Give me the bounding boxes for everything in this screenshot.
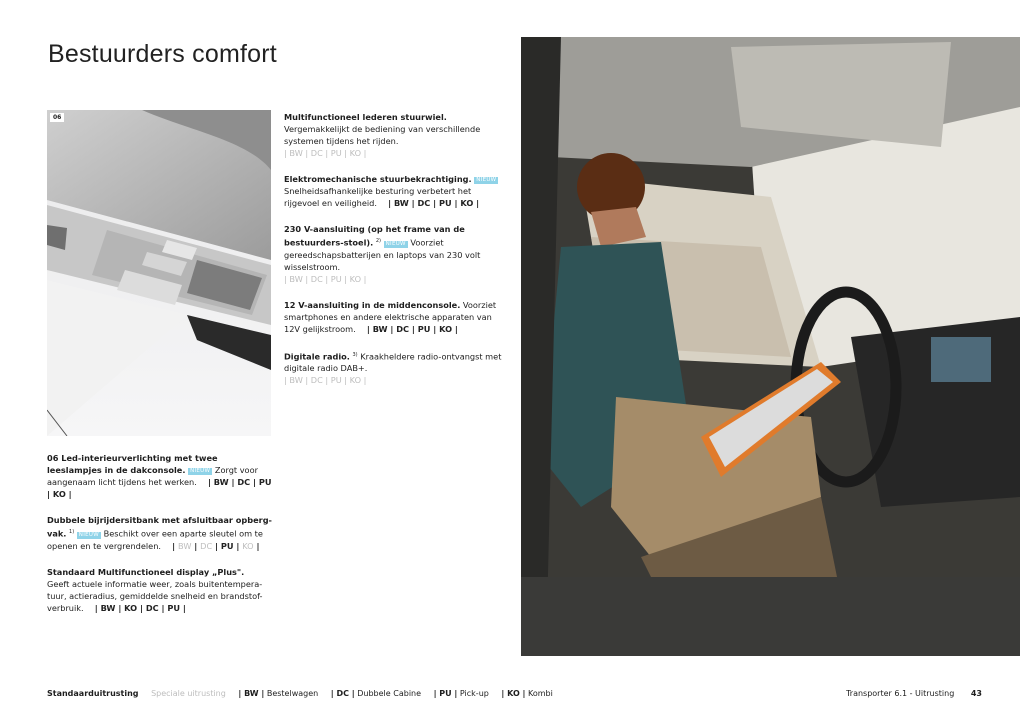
legend-special: Speciale uitrusting (151, 689, 226, 698)
feature-title: Standaard Multifunctioneel display „Plus". (47, 566, 245, 577)
new-badge: NIEUW (476, 177, 497, 183)
feature-steering-wheel (284, 111, 506, 159)
availability: | BW | DC | PU | KO | (284, 148, 367, 158)
feature-display-plus (47, 566, 273, 614)
feature-text: Zorgt voor aangenaam licht tijdens het werken. (47, 465, 258, 487)
availability: | BW | DC | PU | KO | (379, 198, 480, 208)
new-badge: NIEUW (385, 240, 406, 247)
footer-legend (47, 689, 553, 698)
page-number: 43 (970, 689, 982, 698)
availability: | BW | DC | PU | KO | (163, 540, 260, 551)
new-badge: NIEUW (78, 531, 99, 538)
feature-title: 06 Led-interieurverlichting met twee leeslampjes in de dakconsole. (47, 453, 218, 475)
features-column-left (47, 452, 273, 628)
feature-text: Voorziet gereedschapsbatterijen en laptops van 230 volt wisselstroom. (284, 237, 481, 272)
new-badge: NIEUW (190, 468, 211, 474)
feature-text: Snelheidsafhankelijke besturing verbetert het rijgevoel en veiligheid. (284, 186, 472, 208)
legend-ko-label: Kombi (528, 689, 553, 698)
features-column-right (284, 111, 506, 400)
availability: | BW | DC | PU | KO | (284, 375, 367, 386)
feature-text: Beschikt over een aparte sleutel om te openen en te vergrendelen. (47, 528, 263, 551)
page-title: Bestuurders comfort (48, 40, 277, 68)
legend-standard: Standaarduitrusting (47, 689, 139, 698)
feature-12v (284, 299, 506, 335)
legend-dc-label: Dubbele Cabine (357, 689, 422, 698)
feature-title: Dubbele bijrijdersitbank met afsluitbaar opberg-vak. (47, 515, 272, 539)
availability: | BW | KO | DC | PU | (86, 602, 186, 613)
footer-page-info (846, 689, 982, 698)
feature-double-seat (47, 514, 273, 552)
feature-power-steering (284, 173, 506, 209)
availability: | BW | DC | PU | KO | (284, 273, 367, 284)
feature-text: Geeft actuele informatie weer, zoals buitentempera-tuur, actieradius, gemiddelde snelheid en brandstof-verbruik. (47, 578, 263, 613)
legend-bw-code: | BW | (238, 689, 265, 698)
legend-pu-code: | PU | (433, 689, 458, 698)
legend-pu-label: Pick-up (459, 689, 489, 698)
ceiling-console-photo (47, 110, 271, 436)
availability: | BW | DC | PU | KO | (47, 477, 272, 499)
feature-text: Vergemakkelijkt de bediening van verschillende systemen tijdens het rijden. (284, 124, 481, 146)
feature-title: Multifunctioneel lederen stuurwiel. (284, 112, 447, 122)
legend-ko-code: | KO | (501, 689, 526, 698)
feature-230v (284, 223, 506, 285)
feature-digital-radio (284, 349, 506, 387)
feature-title: 230 V-aansluiting (op het frame van de bestuurders-stoel). (284, 224, 465, 248)
feature-title: Digitale radio. (284, 351, 350, 362)
footnote: 1) (69, 529, 75, 535)
legend-dc-code: | DC | (330, 689, 355, 698)
feature-led-lighting (47, 452, 273, 500)
feature-title: 12 V-aansluiting in de middenconsole. (284, 299, 461, 310)
feature-title: Elektromechanische stuurbekrachtiging. (284, 174, 472, 184)
footnote: 2) (375, 238, 381, 244)
footnote: 3) (352, 351, 358, 358)
driver-in-van-photo (521, 37, 1020, 656)
feature-text: Voorziet smartphones en andere elektrische apparaten van 12V gelijkstroom. (284, 299, 497, 334)
document-title: Transporter 6.1 - Uitrusting (846, 689, 955, 698)
availability: | BW | DC | PU | KO | (358, 323, 458, 334)
legend-bw-label: Bestelwagen (266, 689, 319, 698)
feature-text: Kraakheldere radio-ontvangst met digitale radio DAB+. (284, 351, 502, 374)
image-number-tag: 06 (50, 113, 64, 122)
